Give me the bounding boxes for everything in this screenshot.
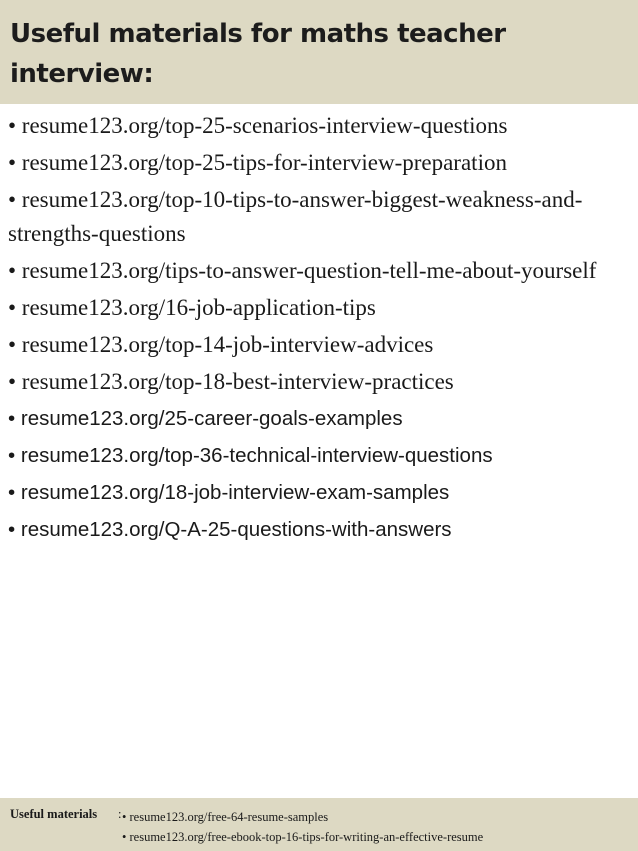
footer-label: Useful materials [10, 807, 98, 821]
footer-links [122, 807, 483, 847]
list-item-link[interactable]: • resume123.org/top-18-best-interview-practices [8, 369, 454, 394]
list-item-link[interactable]: • resume123.org/16-job-application-tips [8, 295, 376, 320]
list-item-link[interactable]: • resume123.org/18-job-interview-exam-samples [8, 481, 450, 504]
list-item-link[interactable]: • resume123.org/top-10-tips-to-answer-biggest-weakness-and-strengths-questions [8, 187, 583, 246]
header-banner [0, 0, 638, 104]
page-title: Useful materials for maths teacher interview: [10, 19, 506, 89]
list-item-link[interactable]: • resume123.org/Q-A-25-questions-with-answers [8, 518, 452, 541]
list-item-link[interactable]: • resume123.org/25-career-goals-examples [8, 407, 403, 430]
list-item-link[interactable]: • resume123.org/top-25-tips-for-interview-preparation [8, 150, 507, 175]
list-item-link[interactable]: • resume123.org/top-36-technical-interview-questions [8, 444, 493, 467]
list-item-link[interactable]: • resume123.org/top-25-scenarios-interview-questions [8, 113, 508, 138]
footer-link[interactable]: • resume123.org/free-ebook-top-16-tips-for-writing-an-effective-resume [122, 830, 484, 844]
list-item-link[interactable]: • resume123.org/top-14-job-interview-advices [8, 332, 434, 357]
footer-bar [0, 798, 638, 851]
list-item-link[interactable]: • resume123.org/tips-to-answer-question-tell-me-about-yourself [8, 258, 597, 283]
materials-list [8, 109, 632, 550]
footer-separator: : [118, 807, 122, 821]
footer-link[interactable]: • resume123.org/free-64-resume-samples [122, 810, 329, 824]
